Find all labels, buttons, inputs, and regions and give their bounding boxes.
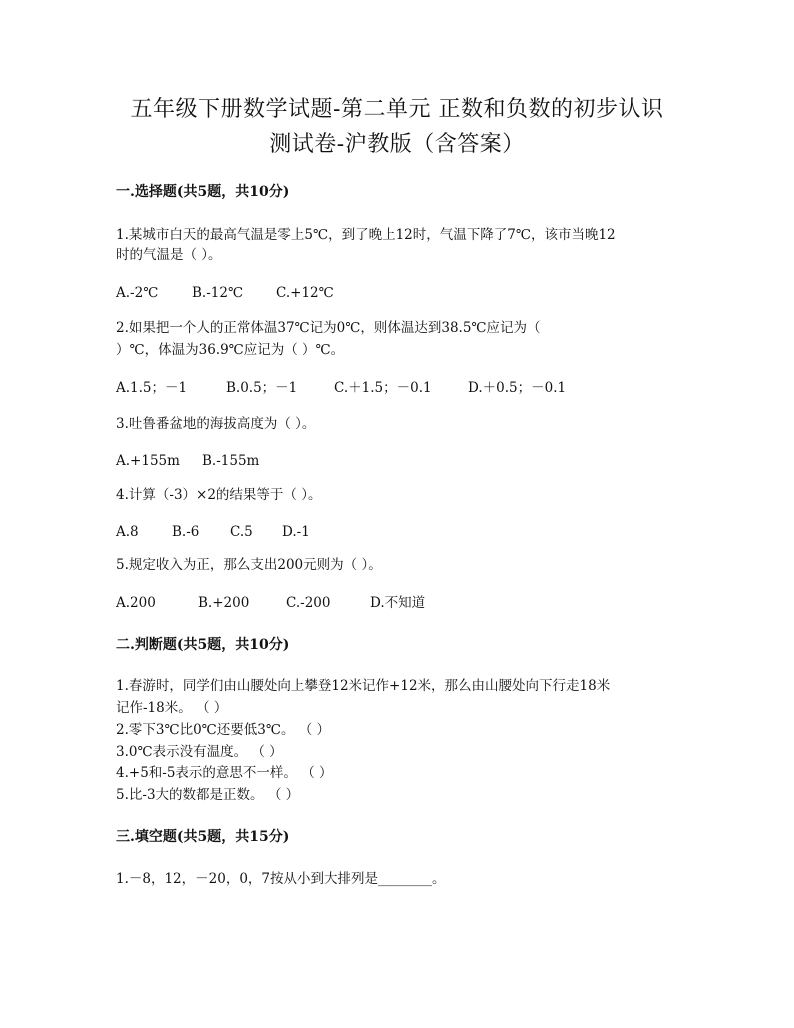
question-1-text-line-2: 时的气温是（ ）。 xyxy=(116,247,222,263)
question-5-option-c: C.-200 xyxy=(286,595,331,611)
question-1-text-line-1: 1.某城市白天的最高气温是零上5℃，到了晚上12时，气温下降了7℃，该市当晚12 xyxy=(116,227,616,243)
judge-question-5: 5.比-3大的数都是正数。 （ ） xyxy=(116,787,300,803)
question-4-options xyxy=(116,522,310,542)
document-title-line-2: 测试卷-沪教版（含答案） xyxy=(269,132,525,157)
question-3-options xyxy=(116,451,259,471)
judge-question-1-line-1: 1.春游时，同学们由山腰处向上攀登12米记作+12米，那么由山腰处向下行走18米 xyxy=(116,678,611,694)
question-2-option-c: C.＋1.5；－0.1 xyxy=(334,380,432,396)
question-5-text: 5.规定收入为正，那么支出200元则为（ ）。 xyxy=(116,557,382,573)
question-1-option-a: A.-2℃ xyxy=(116,285,159,301)
question-4-option-d: D.-1 xyxy=(282,524,310,540)
question-2-text-line-2: ）℃，体温为36.9℃应记为（ ）℃。 xyxy=(116,342,345,358)
question-2-option-d: D.＋0.5；－0.1 xyxy=(468,380,567,396)
judge-question-2: 2.零下3℃比0℃还要低3℃。 （ ） xyxy=(116,722,331,738)
question-2-text-line-1: 2.如果把一个人的正常体温37℃记为0℃，则体温达到38.5℃应记为（ xyxy=(116,320,541,336)
question-5-options xyxy=(116,593,425,613)
question-5-option-d: D.不知道 xyxy=(370,595,426,611)
question-5-option-b: B.+200 xyxy=(198,595,250,611)
judge-question-1-line-2: 记作-18米。 （ ） xyxy=(116,700,228,716)
document-title-line-1: 五年级下册数学试题-第二单元 正数和负数的初步认识 xyxy=(130,97,664,122)
question-5-option-a: A.200 xyxy=(116,595,156,611)
question-4-text: 4.计算（-3）×2的结果等于（ ）。 xyxy=(116,487,322,503)
question-2-option-b: B.0.5；－1 xyxy=(226,380,298,396)
section-heading-judge: 二.判断题(共5题，共10分) xyxy=(116,637,290,653)
question-4-option-a: A.8 xyxy=(116,524,139,540)
question-1-option-b: B.-12℃ xyxy=(192,285,244,301)
question-2-options xyxy=(116,378,566,398)
question-3-text: 3.吐鲁番盆地的海拔高度为（ ）。 xyxy=(116,416,316,432)
question-3-option-a: A.+155m xyxy=(116,453,180,469)
question-1-option-c: C.+12℃ xyxy=(276,285,334,301)
question-4-option-c: C.5 xyxy=(230,524,253,540)
question-4-option-b: B.-6 xyxy=(172,524,200,540)
judge-question-3: 3.0℃表示没有温度。 （ ） xyxy=(116,744,283,760)
question-1-options xyxy=(116,283,334,303)
judge-question-4: 4.+5和-5表示的意思不一样。 （ ） xyxy=(116,765,333,781)
question-2-option-a: A.1.5；－1 xyxy=(116,380,188,396)
fill-question-1: 1.－8，12，－20，0，7按从小到大排列是________。 xyxy=(116,871,446,887)
section-heading-choice: 一.选择题(共5题，共10分) xyxy=(116,184,290,200)
question-3-option-b: B.-155m xyxy=(202,453,260,469)
section-heading-fill: 三.填空题(共5题，共15分) xyxy=(116,829,290,845)
